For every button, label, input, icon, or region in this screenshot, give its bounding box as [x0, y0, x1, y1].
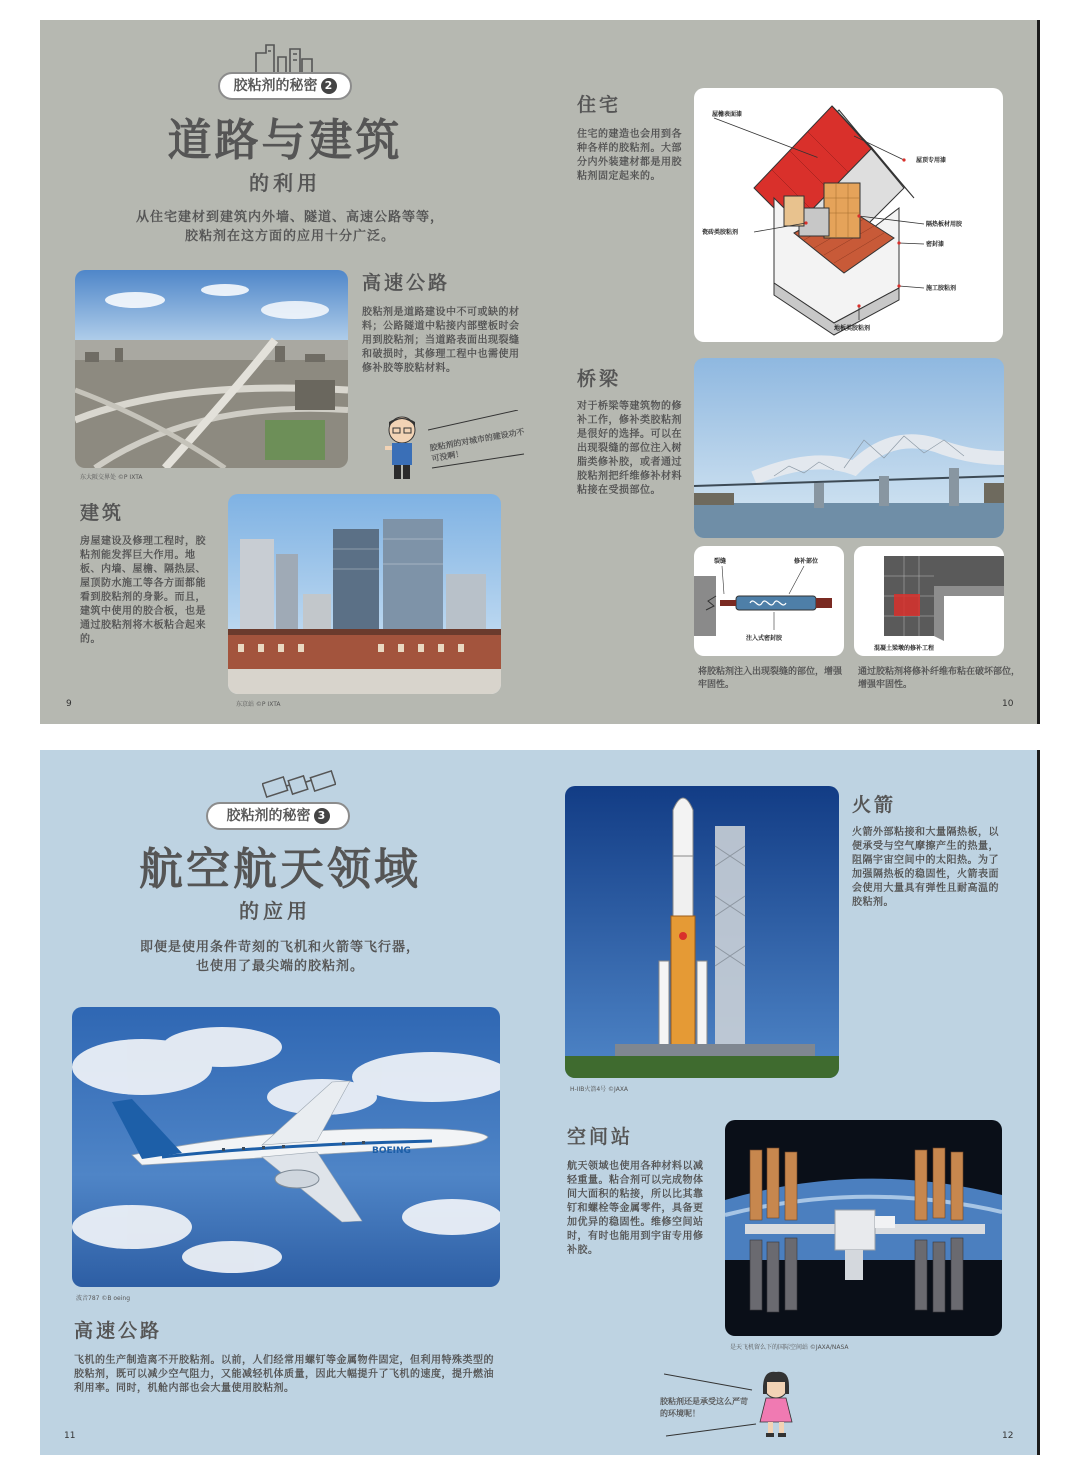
series-label: [206, 802, 350, 830]
intro-line-1: 从住宅建材到建筑内外墙、隧道、高速公路等等，: [135, 210, 444, 225]
intro-line-2: 胶粘剂在这方面的应用十分广泛。: [184, 229, 395, 244]
space-station-photo: [725, 1120, 1002, 1336]
house-heading: 住宅: [577, 94, 622, 116]
house-diagram: [694, 88, 1003, 342]
girl-character-illustration: [756, 1370, 796, 1440]
series-label-text: 胶粘剂的秘密: [226, 808, 311, 824]
station-body: 航天领域也使用各种材料以减轻重量。粘合剂可以完成物体间大面积的粘接，所以比其靠钉和螺栓等金属零件，具备更加优异的稳固性。维修空间站时，有时也能用到宇宙专用修补胶。: [567, 1161, 704, 1256]
label-crack: 裂缝: [714, 558, 727, 565]
intro-text: [80, 938, 480, 976]
page-subtitle: 的应用: [239, 899, 311, 923]
spread-roads-buildings: [40, 20, 1040, 724]
intro-line-1: 即便是使用条件苛刻的飞机和火箭等飞行器，: [139, 940, 420, 955]
rocket-body: 火箭外部粘接和大量隔热板，以便承受与空气摩擦产生的热量，阻隔宇宙空间中的太阳热。为了加强隔热板的稳固性，火箭表面会使用大量具有弹性且耐高温的胶粘剂。: [852, 827, 999, 908]
page-number-left: 11: [64, 1431, 76, 1441]
house-body: 住宅的建造也会用到各种各样的胶粘剂。大部分内外装建材都是用胶粘剂固定起来的。: [577, 129, 682, 182]
bridge-heading: 桥梁: [577, 368, 622, 390]
page-edge: [1037, 20, 1040, 724]
page-edge: [1037, 750, 1040, 1455]
satellite-icon: [262, 770, 336, 804]
plane-heading: 高速公路: [74, 1320, 163, 1342]
label-injector: 注入式密封胶: [746, 635, 783, 642]
plane-body: 飞机的生产制造离不开胶粘剂。以前，人们经常用螺钉等金属物件固定，但利用特殊类型的胶粘剂，既可以减少空气阻力，又能减轻机体质量，因此大幅提升了飞机的速度，提升燃油利用率。同时，机舱内部也会大量使用胶粘剂。: [74, 1355, 494, 1394]
label-construction: 施工胶粘剂: [926, 285, 957, 292]
label-beam-repair: 混凝土梁墩的修补工程: [874, 645, 935, 652]
page-number-left: 9: [66, 699, 72, 709]
page-title: 道路与建筑: [167, 115, 403, 166]
tokyo-station-photo: [228, 494, 501, 694]
beam-repair-diagram: [854, 546, 1004, 656]
label-tile-adhesive: 瓷砖类胶粘剂: [702, 229, 739, 236]
building-heading: 建筑: [80, 502, 125, 524]
rocket-heading: 火箭: [852, 794, 897, 816]
speech-bubble-text: 胶粘剂的对城市的建设功不可没啊！: [429, 427, 526, 464]
beam-repair-caption: 通过胶粘剂将修补纤维布粘在破坏部位，增强牢固性。: [858, 667, 1021, 690]
spread-aerospace: [40, 750, 1040, 1455]
boeing-787-photo: [72, 1007, 500, 1287]
series-number: 2: [321, 78, 337, 94]
intro-text: [80, 208, 500, 246]
station-photo-credit: 是天飞机留么下的国际空间站 ©JAXA/NASA: [730, 1344, 849, 1351]
bridge-photo: [694, 358, 1004, 538]
page-title: 航空航天领域: [139, 844, 421, 895]
boy-character-illustration: [383, 414, 421, 484]
crack-injection-diagram: [694, 546, 844, 656]
highway-heading: 高速公路: [362, 272, 451, 294]
page-subtitle: 的利用: [249, 171, 321, 195]
city-skyline-icon: [252, 41, 318, 75]
series-label-text: 胶粘剂的秘密: [233, 78, 318, 94]
label-roof-special: 屋顶专用漆: [916, 157, 947, 164]
highway-photo-credit: 东大阪交界处 ©P IXTA: [80, 474, 143, 481]
label-sealant: 密封漆: [926, 241, 945, 248]
highway-photo: [75, 270, 348, 468]
highway-body: 胶粘剂是道路建设中不可或缺的材料；公路隧道中粘接内部壁板时会用到胶粘剂；当道路表面出现裂缝和破损时，其修理工程中也需使用修补胶等胶粘材料。: [362, 307, 520, 374]
label-roof-surface: 屋檐表面漆: [712, 111, 743, 118]
building-body: 房屋建设及修理工程时，胶粘剂能发挥巨大作用。地板、内墙、屋檐、隔热层、屋顶防水施工等各方面都能看到胶粘剂的身影。而且，建筑中使用的胶合板，也是通过胶粘剂将木板粘合起来的。: [80, 536, 206, 645]
page-number-right: 12: [1002, 1431, 1014, 1441]
station-heading: 空间站: [567, 1126, 634, 1148]
speech-bubble-text: 胶粘剂还是承受这么严苛的环境呢！: [660, 1397, 748, 1418]
plane-photo-credit: 波音787 ©B oeing: [76, 1295, 131, 1302]
crack-injection-caption: 将胶粘剂注入出现裂缝的部位，增强牢固性。: [698, 667, 843, 690]
page-number-right: 10: [1002, 699, 1014, 709]
plane-livery-text: BOEING: [372, 1146, 411, 1156]
tokyo-station-credit: 东京站 ©P IXTA: [236, 701, 281, 708]
bridge-body: 对于桥梁等建筑物的修补工作，修补类胶粘剂是很好的选择。可以在出现裂缝的部位注入树脂类修补胶，或者通过胶粘剂把纤维修补材料粘接在受损部位。: [577, 401, 682, 496]
h2b-rocket-photo: [565, 786, 839, 1078]
rocket-photo-credit: H-IIB火箭4号 ©JAXA: [570, 1086, 629, 1093]
series-label: [218, 72, 352, 100]
label-floor: 地板类胶粘剂: [834, 325, 871, 332]
series-number: 3: [314, 808, 330, 824]
label-insulation: 隔热板材用胶: [926, 221, 963, 228]
intro-line-2: 也使用了最尖端的胶粘剂。: [195, 959, 364, 974]
label-repair-area: 修补部位: [794, 558, 819, 565]
